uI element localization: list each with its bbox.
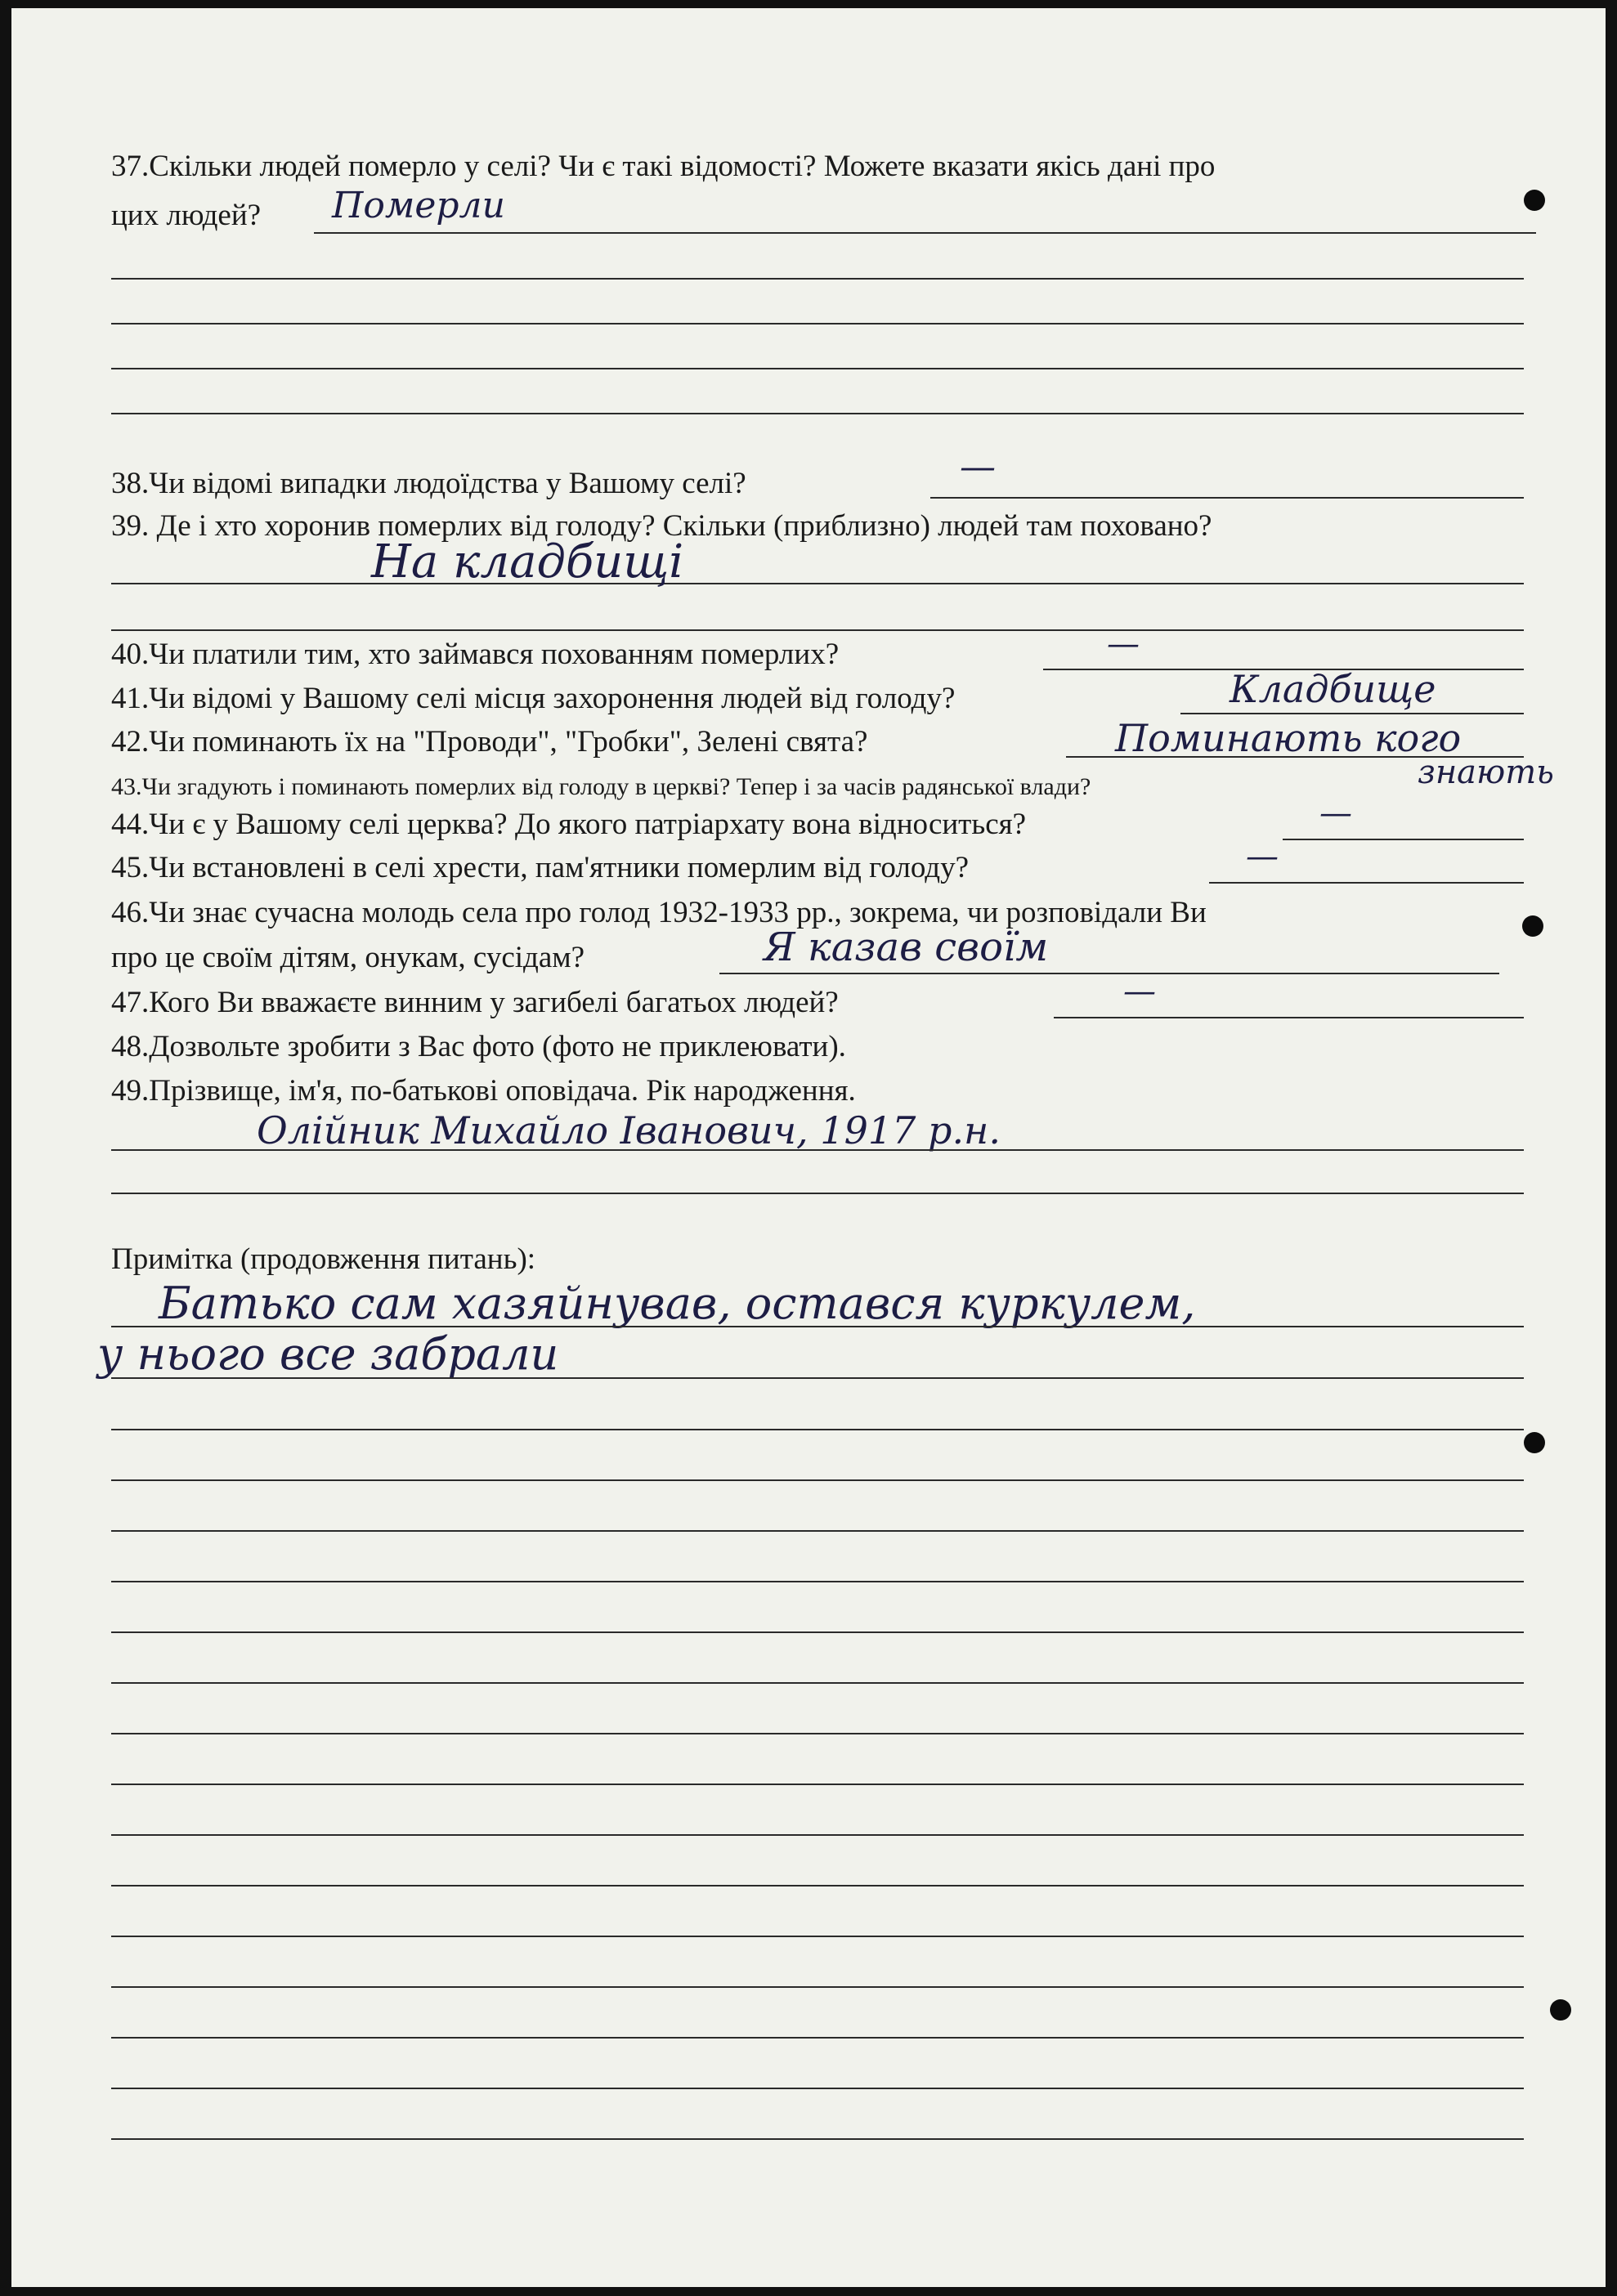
question-44: 44.Чи є у Вашому селі церква? До якого патріархату вона відноситься? <box>111 808 1027 841</box>
question-39: 39. Де і хто хоронив померлих від голоду? Скільки (приблизно) людей там поховано? <box>111 509 1212 543</box>
question-40: 40.Чи платили тим, хто займався похованням померлих? <box>111 638 840 671</box>
question-49: 49.Прізвище, ім'я, по-батькові оповідача. Рік народження. <box>111 1074 856 1108</box>
note-line <box>111 1377 1524 1379</box>
answer-line <box>930 497 1524 499</box>
answer-42: Поминають кого <box>1115 716 1462 760</box>
punch-hole <box>1524 1432 1545 1453</box>
answer-37: Померли <box>332 185 505 226</box>
note-line <box>111 1784 1524 1785</box>
note-line <box>111 1429 1524 1430</box>
note-line <box>111 1479 1524 1481</box>
question-46-line1: 46.Чи знає сучасна молодь села про голод 1932-1933 рр., зокрема, чи розповідали Ви <box>111 896 1207 929</box>
note-line <box>111 1834 1524 1836</box>
note-line <box>111 1631 1524 1633</box>
punch-hole <box>1550 1999 1571 2021</box>
question-41: 41.Чи відомі у Вашому селі місця захоронення людей від голоду? <box>111 682 956 715</box>
answer-line <box>1180 713 1524 714</box>
note-line <box>111 1530 1524 1532</box>
answer-47: — <box>1123 973 1156 1010</box>
answer-38: — <box>960 446 996 488</box>
answer-line <box>111 1149 1524 1151</box>
question-48: 48.Дозвольте зробити з Вас фото (фото не приклеювати). <box>111 1030 846 1063</box>
question-42: 42.Чи поминають їх на "Проводи", "Гробки", Зелені свята? <box>111 725 868 759</box>
answer-line <box>1283 839 1524 840</box>
answer-line <box>111 278 1524 280</box>
punch-hole <box>1522 915 1543 937</box>
answer-line <box>111 583 1524 584</box>
note-line <box>111 1885 1524 1886</box>
question-43: 43.Чи згадують і поминають померлих від голоду в церкві? Тепер і за часів радянської влади? <box>111 773 1091 800</box>
answer-line <box>719 973 1499 974</box>
question-47: 47.Кого Ви вважаєте винним у загибелі багатьох людей? <box>111 986 839 1019</box>
answer-39: На кладбищі <box>371 535 684 589</box>
answer-40: — <box>1107 625 1140 663</box>
answer-49: Олійник Михайло Іванович, 1917 р.н. <box>257 1108 1001 1152</box>
answer-44: — <box>1319 794 1352 832</box>
punch-hole <box>1524 190 1545 211</box>
answer-line <box>111 323 1524 324</box>
note-line <box>111 2037 1524 2039</box>
question-46-line2: про це своїм дітям, онукам, сусідам? <box>111 941 585 974</box>
answer-line <box>1054 1017 1524 1018</box>
answer-line <box>111 629 1524 631</box>
note-line <box>111 2138 1524 2140</box>
question-45: 45.Чи встановлені в селі хрести, пам'ятники померлим від голоду? <box>111 851 970 884</box>
note-line-2: у нього все забрали <box>97 1328 559 1380</box>
questionnaire-page <box>11 8 1606 2287</box>
note-line <box>111 2088 1524 2089</box>
note-label: Примітка (продовження питань): <box>111 1242 536 1276</box>
answer-45: — <box>1246 838 1279 875</box>
answer-41: Кладбище <box>1230 667 1436 711</box>
note-line-1: Батько сам хазяйнував, остався куркулем, <box>159 1278 1196 1329</box>
question-37-line1: 37.Скільки людей померло у селі? Чи є такі відомості? Можете вказати якісь дані про <box>111 150 1216 183</box>
note-line <box>111 1733 1524 1734</box>
note-line <box>111 1581 1524 1582</box>
answer-line <box>1209 882 1524 884</box>
answer-43: знають <box>1418 754 1554 791</box>
note-line <box>111 1682 1524 1684</box>
answer-line <box>111 413 1524 414</box>
answer-line <box>111 1193 1524 1194</box>
note-line <box>111 1986 1524 1988</box>
question-37-line2: цих людей? <box>111 199 262 232</box>
answer-line <box>111 368 1524 369</box>
answer-46: Я казав своїм <box>764 924 1049 970</box>
note-line <box>111 1936 1524 1937</box>
answer-line <box>314 232 1536 234</box>
note-line <box>111 1326 1524 1327</box>
question-38: 38.Чи відомі випадки людоїдства у Вашому селі? <box>111 467 746 500</box>
